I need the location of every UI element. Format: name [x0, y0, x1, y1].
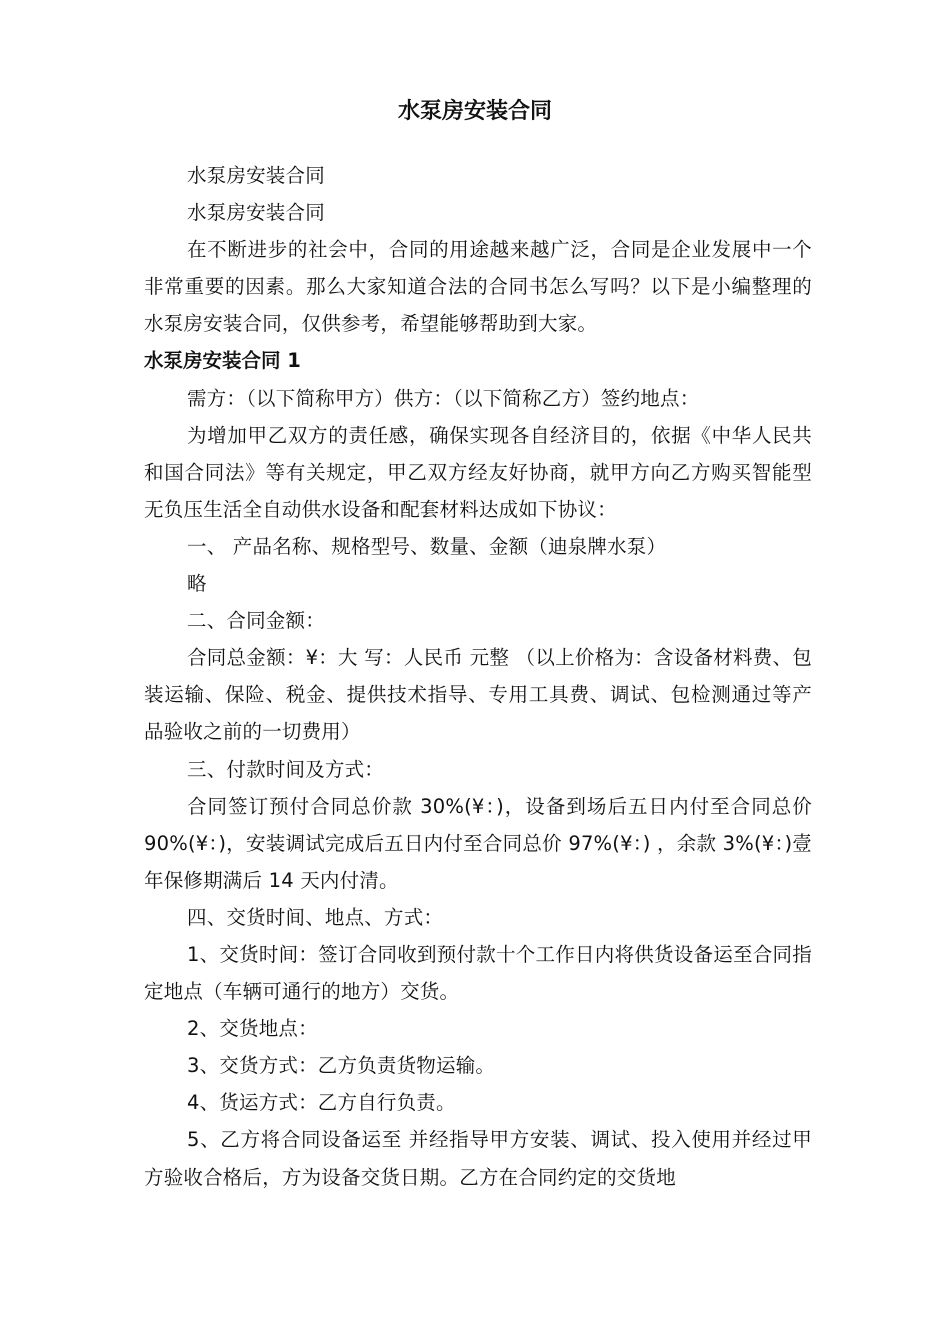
clause-4-item-4: 4、货运方式：乙方自行负责。	[187, 1091, 456, 1115]
document-body	[144, 157, 812, 1196]
intro-paragraph-1: 水泵房安装合同	[187, 164, 325, 187]
intro-paragraph-2: 水泵房安装合同	[187, 201, 325, 225]
clause-4-item-2: 2、交货地点：	[187, 1017, 318, 1041]
intro-paragraph-3: 在不断进步的社会中，合同的用途越来越广泛，合同是企业发展中一个非常重要的因素。那么大家知道合法的合同书怎么写吗？以下是小编整理的水泵房安装合同，仅供参考，希望能够帮助到大家。	[144, 238, 812, 336]
clause-4-item-5: 5、乙方将合同设备运至 并经指导甲方安装、调试、投入使用并经过甲方验收合格后，方为设备交货日期。乙方在合同约定的交货地	[144, 1128, 812, 1189]
clause-2-body: 合同总金额：¥：大 写：人民币 元整 （以上价格为：含设备材料费、包装运输、保险、税金、提供技术指导、专用工具费、调试、包检测通过等产品验收之前的一切费用）	[144, 646, 812, 744]
clause-3-heading: 三、付款时间及方式：	[187, 757, 385, 781]
clause-3-body: 合同签订预付合同总价款 30%(¥：)，设备到场后五日内付至合同总价 90%(¥：)，安装调试完成后五日内付至合同总价 97%(¥：) ，余款 3%(¥：)壹年保修期满后 14 天内付清。	[144, 794, 812, 892]
clause-parties: 需方：（以下简称甲方）供方：（以下简称乙方）签约地点：	[187, 386, 700, 410]
clause-preamble: 为增加甲乙双方的责任感，确保实现各自经济目的，依据《中华人民共和国合同法》等有关规定，甲乙双方经友好协商，就甲方向乙方购买智能型无负压生活全自动供水设备和配套材料达成如下协议：	[144, 423, 812, 521]
clause-2-heading: 二、合同金额：	[187, 609, 325, 633]
clause-1-heading: 一、 产品名称、规格型号、数量、金额（迪泉牌水泵）	[187, 534, 667, 558]
clause-4-heading: 四、交货时间、地点、方式：	[187, 905, 444, 929]
clause-1-body: 略	[187, 572, 207, 596]
section-heading: 水泵房安装合同 1	[144, 349, 301, 373]
clause-4-item-3: 3、交货方式：乙方负责货物运输。	[187, 1054, 496, 1078]
document-title: 水泵房安装合同	[397, 99, 552, 124]
clause-4-item-1: 1、交货时间：签订合同收到预付款十个工作日内将供货设备运至合同指定地点（车辆可通行的地方）交货。	[144, 942, 812, 1004]
